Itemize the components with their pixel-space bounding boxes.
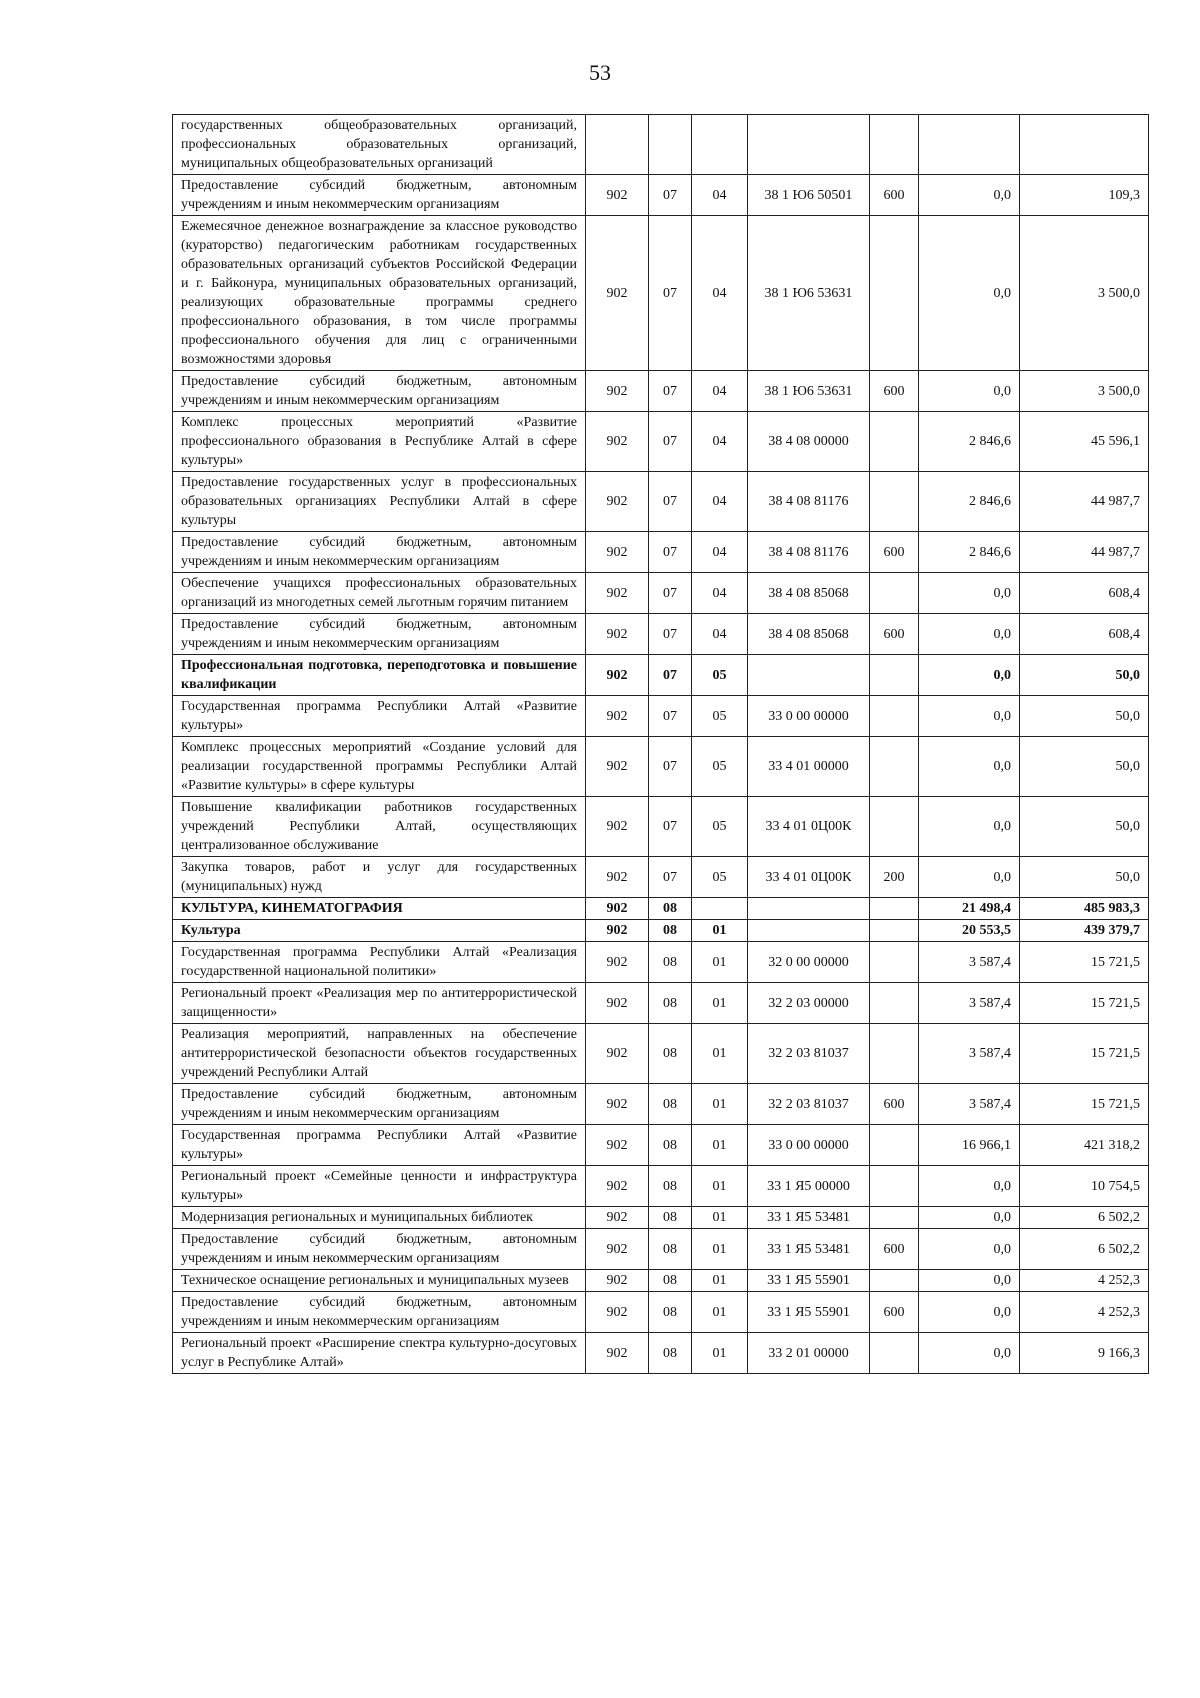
- ministry-code-cell: 902: [586, 983, 649, 1024]
- amount-1-cell: 0,0: [919, 696, 1020, 737]
- expense-type-cell: [870, 696, 919, 737]
- amount-2-cell: [1020, 115, 1149, 175]
- row-name-cell: Предоставление субсидий бюджетным, автономным учреждениям и иным некоммерческим организациям: [173, 175, 586, 216]
- table-row: [173, 655, 1149, 696]
- amount-2-cell: 9 166,3: [1020, 1333, 1149, 1374]
- table-row: [173, 1333, 1149, 1374]
- row-name-cell: Региональный проект «Реализация мер по антитеррористической защищенности»: [173, 983, 586, 1024]
- table-row: [173, 1084, 1149, 1125]
- subsection-code-cell: 05: [692, 857, 748, 898]
- subsection-code-cell: 04: [692, 532, 748, 573]
- table-row: [173, 1270, 1149, 1292]
- expense-type-cell: [870, 1207, 919, 1229]
- amount-1-cell: 0,0: [919, 1270, 1020, 1292]
- amount-1-cell: 0,0: [919, 737, 1020, 797]
- amount-1-cell: 21 498,4: [919, 898, 1020, 920]
- row-name-cell: Предоставление субсидий бюджетным, автономным учреждениям и иным некоммерческим организациям: [173, 371, 586, 412]
- section-code-cell: 08: [649, 1333, 692, 1374]
- amount-1-cell: 0,0: [919, 614, 1020, 655]
- amount-2-cell: 10 754,5: [1020, 1166, 1149, 1207]
- section-code-cell: 08: [649, 898, 692, 920]
- row-name-cell: Реализация мероприятий, направленных на обеспечение антитеррористической безопасности объектов государственных учреждений Республики Алтай: [173, 1024, 586, 1084]
- expense-type-cell: 600: [870, 1084, 919, 1125]
- amount-2-cell: 485 983,3: [1020, 898, 1149, 920]
- amount-1-cell: 0,0: [919, 1207, 1020, 1229]
- target-article-cell: 33 1 Я5 53481: [748, 1207, 870, 1229]
- section-code-cell: 08: [649, 942, 692, 983]
- expense-type-cell: [870, 898, 919, 920]
- ministry-code-cell: 902: [586, 216, 649, 371]
- row-name-cell: Профессиональная подготовка, переподготовка и повышение квалификации: [173, 655, 586, 696]
- subsection-code-cell: 01: [692, 1207, 748, 1229]
- section-code-cell: 07: [649, 737, 692, 797]
- amount-2-cell: 4 252,3: [1020, 1270, 1149, 1292]
- subsection-code-cell: 05: [692, 797, 748, 857]
- amount-2-cell: 50,0: [1020, 737, 1149, 797]
- table-row: [173, 1207, 1149, 1229]
- section-code-cell: 07: [649, 175, 692, 216]
- amount-2-cell: 6 502,2: [1020, 1207, 1149, 1229]
- table-row: [173, 412, 1149, 472]
- subsection-code-cell: 01: [692, 1125, 748, 1166]
- expense-type-cell: [870, 942, 919, 983]
- target-article-cell: 33 0 00 00000: [748, 696, 870, 737]
- table-row: [173, 1024, 1149, 1084]
- amount-2-cell: 50,0: [1020, 857, 1149, 898]
- subsection-code-cell: [692, 898, 748, 920]
- row-name-cell: Комплекс процессных мероприятий «Развитие профессионального образования в Республике Алтай в сфере культуры»: [173, 412, 586, 472]
- table-row: [173, 1166, 1149, 1207]
- table-row: [173, 371, 1149, 412]
- row-name-cell: КУЛЬТУРА, КИНЕМАТОГРАФИЯ: [173, 898, 586, 920]
- expense-type-cell: 600: [870, 1292, 919, 1333]
- amount-2-cell: 4 252,3: [1020, 1292, 1149, 1333]
- section-code-cell: 08: [649, 1207, 692, 1229]
- ministry-code-cell: 902: [586, 1125, 649, 1166]
- amount-1-cell: 0,0: [919, 573, 1020, 614]
- table-row: [173, 1292, 1149, 1333]
- target-article-cell: 38 1 Ю6 53631: [748, 371, 870, 412]
- amount-1-cell: 0,0: [919, 857, 1020, 898]
- amount-2-cell: 15 721,5: [1020, 942, 1149, 983]
- subsection-code-cell: 04: [692, 175, 748, 216]
- ministry-code-cell: 902: [586, 920, 649, 942]
- expense-type-cell: 600: [870, 371, 919, 412]
- subsection-code-cell: 04: [692, 614, 748, 655]
- amount-1-cell: 2 846,6: [919, 472, 1020, 532]
- ministry-code-cell: 902: [586, 696, 649, 737]
- ministry-code-cell: 902: [586, 1084, 649, 1125]
- amount-1-cell: 0,0: [919, 216, 1020, 371]
- ministry-code-cell: 902: [586, 1292, 649, 1333]
- ministry-code-cell: 902: [586, 614, 649, 655]
- table-row: [173, 573, 1149, 614]
- expense-type-cell: [870, 983, 919, 1024]
- expense-type-cell: 600: [870, 532, 919, 573]
- target-article-cell: 33 1 Я5 55901: [748, 1292, 870, 1333]
- amount-1-cell: 0,0: [919, 1229, 1020, 1270]
- section-code-cell: 07: [649, 614, 692, 655]
- ministry-code-cell: 902: [586, 797, 649, 857]
- amount-1-cell: 20 553,5: [919, 920, 1020, 942]
- table-row: [173, 532, 1149, 573]
- ministry-code-cell: 902: [586, 412, 649, 472]
- table-row: [173, 983, 1149, 1024]
- expense-type-cell: 200: [870, 857, 919, 898]
- expense-type-cell: [870, 1333, 919, 1374]
- table-row: [173, 942, 1149, 983]
- ministry-code-cell: 902: [586, 857, 649, 898]
- row-name-cell: государственных общеобразовательных организаций, профессиональных образовательных организаций, муниципальных общеобразовательных организаций: [173, 115, 586, 175]
- subsection-code-cell: 01: [692, 942, 748, 983]
- table-row: [173, 216, 1149, 371]
- target-article-cell: 38 1 Ю6 53631: [748, 216, 870, 371]
- target-article-cell: 38 4 08 81176: [748, 532, 870, 573]
- target-article-cell: 38 1 Ю6 50501: [748, 175, 870, 216]
- amount-2-cell: 44 987,7: [1020, 472, 1149, 532]
- expense-type-cell: [870, 655, 919, 696]
- table-row: [173, 1229, 1149, 1270]
- section-code-cell: 07: [649, 472, 692, 532]
- subsection-code-cell: 01: [692, 1229, 748, 1270]
- target-article-cell: [748, 655, 870, 696]
- row-name-cell: Предоставление субсидий бюджетным, автономным учреждениям и иным некоммерческим организациям: [173, 1229, 586, 1270]
- section-code-cell: 08: [649, 1125, 692, 1166]
- row-name-cell: Обеспечение учащихся профессиональных образовательных организаций из многодетных семей льготным горячим питанием: [173, 573, 586, 614]
- amount-2-cell: 50,0: [1020, 696, 1149, 737]
- amount-2-cell: 608,4: [1020, 614, 1149, 655]
- target-article-cell: 33 0 00 00000: [748, 1125, 870, 1166]
- expense-type-cell: 600: [870, 175, 919, 216]
- section-code-cell: 08: [649, 920, 692, 942]
- amount-2-cell: 3 500,0: [1020, 216, 1149, 371]
- target-article-cell: 33 4 01 0Ц00К: [748, 797, 870, 857]
- expense-type-cell: [870, 216, 919, 371]
- amount-1-cell: 0,0: [919, 175, 1020, 216]
- row-name-cell: Предоставление субсидий бюджетным, автономным учреждениям и иным некоммерческим организациям: [173, 532, 586, 573]
- ministry-code-cell: [586, 115, 649, 175]
- row-name-cell: Закупка товаров, работ и услуг для государственных (муниципальных) нужд: [173, 857, 586, 898]
- amount-1-cell: 2 846,6: [919, 532, 1020, 573]
- row-name-cell: Предоставление субсидий бюджетным, автономным учреждениям и иным некоммерческим организациям: [173, 1084, 586, 1125]
- budget-table: [172, 114, 1149, 1374]
- expense-type-cell: 600: [870, 614, 919, 655]
- subsection-code-cell: 01: [692, 983, 748, 1024]
- expense-type-cell: [870, 920, 919, 942]
- section-code-cell: 08: [649, 1292, 692, 1333]
- amount-1-cell: 0,0: [919, 1166, 1020, 1207]
- target-article-cell: 38 4 08 85068: [748, 573, 870, 614]
- ministry-code-cell: 902: [586, 737, 649, 797]
- ministry-code-cell: 902: [586, 472, 649, 532]
- expense-type-cell: [870, 1270, 919, 1292]
- ministry-code-cell: 902: [586, 532, 649, 573]
- amount-2-cell: 15 721,5: [1020, 1084, 1149, 1125]
- target-article-cell: [748, 898, 870, 920]
- row-name-cell: Культура: [173, 920, 586, 942]
- section-code-cell: 07: [649, 857, 692, 898]
- target-article-cell: 33 1 Я5 00000: [748, 1166, 870, 1207]
- subsection-code-cell: [692, 115, 748, 175]
- row-name-cell: Региональный проект «Семейные ценности и инфраструктура культуры»: [173, 1166, 586, 1207]
- target-article-cell: 33 1 Я5 53481: [748, 1229, 870, 1270]
- amount-2-cell: 6 502,2: [1020, 1229, 1149, 1270]
- expense-type-cell: [870, 1024, 919, 1084]
- row-name-cell: Ежемесячное денежное вознаграждение за классное руководство (кураторство) педагогическим работникам государственных образовательных организаций субъектов Российской Федерации и г. Байконура, муниципальных образовательных организаций, реализующих образовательные программы среднего профессионального образования, в том числе программы профессионального обучения для лиц с ограниченными возможностями здоровья: [173, 216, 586, 371]
- subsection-code-cell: 01: [692, 1270, 748, 1292]
- amount-2-cell: 50,0: [1020, 655, 1149, 696]
- subsection-code-cell: 01: [692, 1166, 748, 1207]
- expense-type-cell: [870, 1166, 919, 1207]
- target-article-cell: 38 4 08 85068: [748, 614, 870, 655]
- subsection-code-cell: 01: [692, 1024, 748, 1084]
- table-row: [173, 614, 1149, 655]
- row-name-cell: Предоставление государственных услуг в профессиональных образовательных организациях Республики Алтай в сфере культуры: [173, 472, 586, 532]
- amount-2-cell: 15 721,5: [1020, 983, 1149, 1024]
- expense-type-cell: [870, 412, 919, 472]
- row-name-cell: Региональный проект «Расширение спектра культурно-досуговых услуг в Республике Алтай»: [173, 1333, 586, 1374]
- table-row: [173, 696, 1149, 737]
- expense-type-cell: [870, 472, 919, 532]
- ministry-code-cell: 902: [586, 942, 649, 983]
- amount-1-cell: 0,0: [919, 1292, 1020, 1333]
- amount-2-cell: 608,4: [1020, 573, 1149, 614]
- amount-2-cell: 44 987,7: [1020, 532, 1149, 573]
- amount-2-cell: 15 721,5: [1020, 1024, 1149, 1084]
- target-article-cell: 33 2 01 00000: [748, 1333, 870, 1374]
- expense-type-cell: [870, 737, 919, 797]
- row-name-cell: Предоставление субсидий бюджетным, автономным учреждениям и иным некоммерческим организациям: [173, 1292, 586, 1333]
- table-row: [173, 472, 1149, 532]
- section-code-cell: 07: [649, 655, 692, 696]
- target-article-cell: 38 4 08 81176: [748, 472, 870, 532]
- ministry-code-cell: 902: [586, 655, 649, 696]
- expense-type-cell: [870, 1125, 919, 1166]
- amount-2-cell: 421 318,2: [1020, 1125, 1149, 1166]
- target-article-cell: 32 2 03 81037: [748, 1024, 870, 1084]
- section-code-cell: 07: [649, 371, 692, 412]
- amount-1-cell: [919, 115, 1020, 175]
- subsection-code-cell: 05: [692, 655, 748, 696]
- table-row: [173, 1125, 1149, 1166]
- subsection-code-cell: 01: [692, 1084, 748, 1125]
- target-article-cell: [748, 115, 870, 175]
- section-code-cell: 08: [649, 1024, 692, 1084]
- row-name-cell: Техническое оснащение региональных и муниципальных музеев: [173, 1270, 586, 1292]
- section-code-cell: [649, 115, 692, 175]
- subsection-code-cell: 04: [692, 371, 748, 412]
- section-code-cell: 08: [649, 1270, 692, 1292]
- amount-1-cell: 0,0: [919, 797, 1020, 857]
- subsection-code-cell: 05: [692, 696, 748, 737]
- row-name-cell: Комплекс процессных мероприятий «Создание условий для реализации государственной программы Республики Алтай «Развитие культуры» в сфере культуры: [173, 737, 586, 797]
- section-code-cell: 07: [649, 797, 692, 857]
- expense-type-cell: [870, 115, 919, 175]
- target-article-cell: 38 4 08 00000: [748, 412, 870, 472]
- amount-2-cell: 3 500,0: [1020, 371, 1149, 412]
- section-code-cell: 07: [649, 216, 692, 371]
- budget-table-body: [173, 115, 1149, 1374]
- expense-type-cell: [870, 573, 919, 614]
- section-code-cell: 08: [649, 983, 692, 1024]
- target-article-cell: 32 0 00 00000: [748, 942, 870, 983]
- subsection-code-cell: 01: [692, 1333, 748, 1374]
- amount-2-cell: 50,0: [1020, 797, 1149, 857]
- row-name-cell: Государственная программа Республики Алтай «Реализация государственной национальной политики»: [173, 942, 586, 983]
- ministry-code-cell: 902: [586, 371, 649, 412]
- target-article-cell: 33 4 01 00000: [748, 737, 870, 797]
- subsection-code-cell: 01: [692, 1292, 748, 1333]
- section-code-cell: 07: [649, 696, 692, 737]
- amount-2-cell: 439 379,7: [1020, 920, 1149, 942]
- subsection-code-cell: 04: [692, 472, 748, 532]
- page-number: 53: [589, 60, 611, 85]
- table-row: [173, 175, 1149, 216]
- row-name-cell: Государственная программа Республики Алтай «Развитие культуры»: [173, 696, 586, 737]
- amount-1-cell: 2 846,6: [919, 412, 1020, 472]
- subsection-code-cell: 05: [692, 737, 748, 797]
- ministry-code-cell: 902: [586, 1024, 649, 1084]
- ministry-code-cell: 902: [586, 1333, 649, 1374]
- target-article-cell: 32 2 03 81037: [748, 1084, 870, 1125]
- subsection-code-cell: 01: [692, 920, 748, 942]
- amount-2-cell: 45 596,1: [1020, 412, 1149, 472]
- row-name-cell: Модернизация региональных и муниципальных библиотек: [173, 1207, 586, 1229]
- target-article-cell: 33 4 01 0Ц00К: [748, 857, 870, 898]
- amount-1-cell: 3 587,4: [919, 1024, 1020, 1084]
- ministry-code-cell: 902: [586, 573, 649, 614]
- target-article-cell: 33 1 Я5 55901: [748, 1270, 870, 1292]
- table-row: [173, 737, 1149, 797]
- target-article-cell: [748, 920, 870, 942]
- section-code-cell: 07: [649, 412, 692, 472]
- section-code-cell: 08: [649, 1084, 692, 1125]
- section-code-cell: 07: [649, 573, 692, 614]
- section-code-cell: 07: [649, 532, 692, 573]
- table-row: [173, 857, 1149, 898]
- section-code-cell: 08: [649, 1166, 692, 1207]
- row-name-cell: Государственная программа Республики Алтай «Развитие культуры»: [173, 1125, 586, 1166]
- ministry-code-cell: 902: [586, 1166, 649, 1207]
- ministry-code-cell: 902: [586, 175, 649, 216]
- row-name-cell: Повышение квалификации работников государственных учреждений Республики Алтай, осуществляющих централизованное обслуживание: [173, 797, 586, 857]
- amount-1-cell: 16 966,1: [919, 1125, 1020, 1166]
- subsection-code-cell: 04: [692, 216, 748, 371]
- amount-2-cell: 109,3: [1020, 175, 1149, 216]
- target-article-cell: 32 2 03 00000: [748, 983, 870, 1024]
- table-row: [173, 115, 1149, 175]
- ministry-code-cell: 902: [586, 1207, 649, 1229]
- ministry-code-cell: 902: [586, 1270, 649, 1292]
- table-row: [173, 920, 1149, 942]
- amount-1-cell: 3 587,4: [919, 1084, 1020, 1125]
- row-name-cell: Предоставление субсидий бюджетным, автономным учреждениям и иным некоммерческим организациям: [173, 614, 586, 655]
- amount-1-cell: 3 587,4: [919, 942, 1020, 983]
- table-row: [173, 797, 1149, 857]
- amount-1-cell: 0,0: [919, 655, 1020, 696]
- subsection-code-cell: 04: [692, 412, 748, 472]
- subsection-code-cell: 04: [692, 573, 748, 614]
- expense-type-cell: [870, 797, 919, 857]
- ministry-code-cell: 902: [586, 1229, 649, 1270]
- expense-type-cell: 600: [870, 1229, 919, 1270]
- amount-1-cell: 3 587,4: [919, 983, 1020, 1024]
- ministry-code-cell: 902: [586, 898, 649, 920]
- amount-1-cell: 0,0: [919, 1333, 1020, 1374]
- section-code-cell: 08: [649, 1229, 692, 1270]
- table-row: [173, 898, 1149, 920]
- amount-1-cell: 0,0: [919, 371, 1020, 412]
